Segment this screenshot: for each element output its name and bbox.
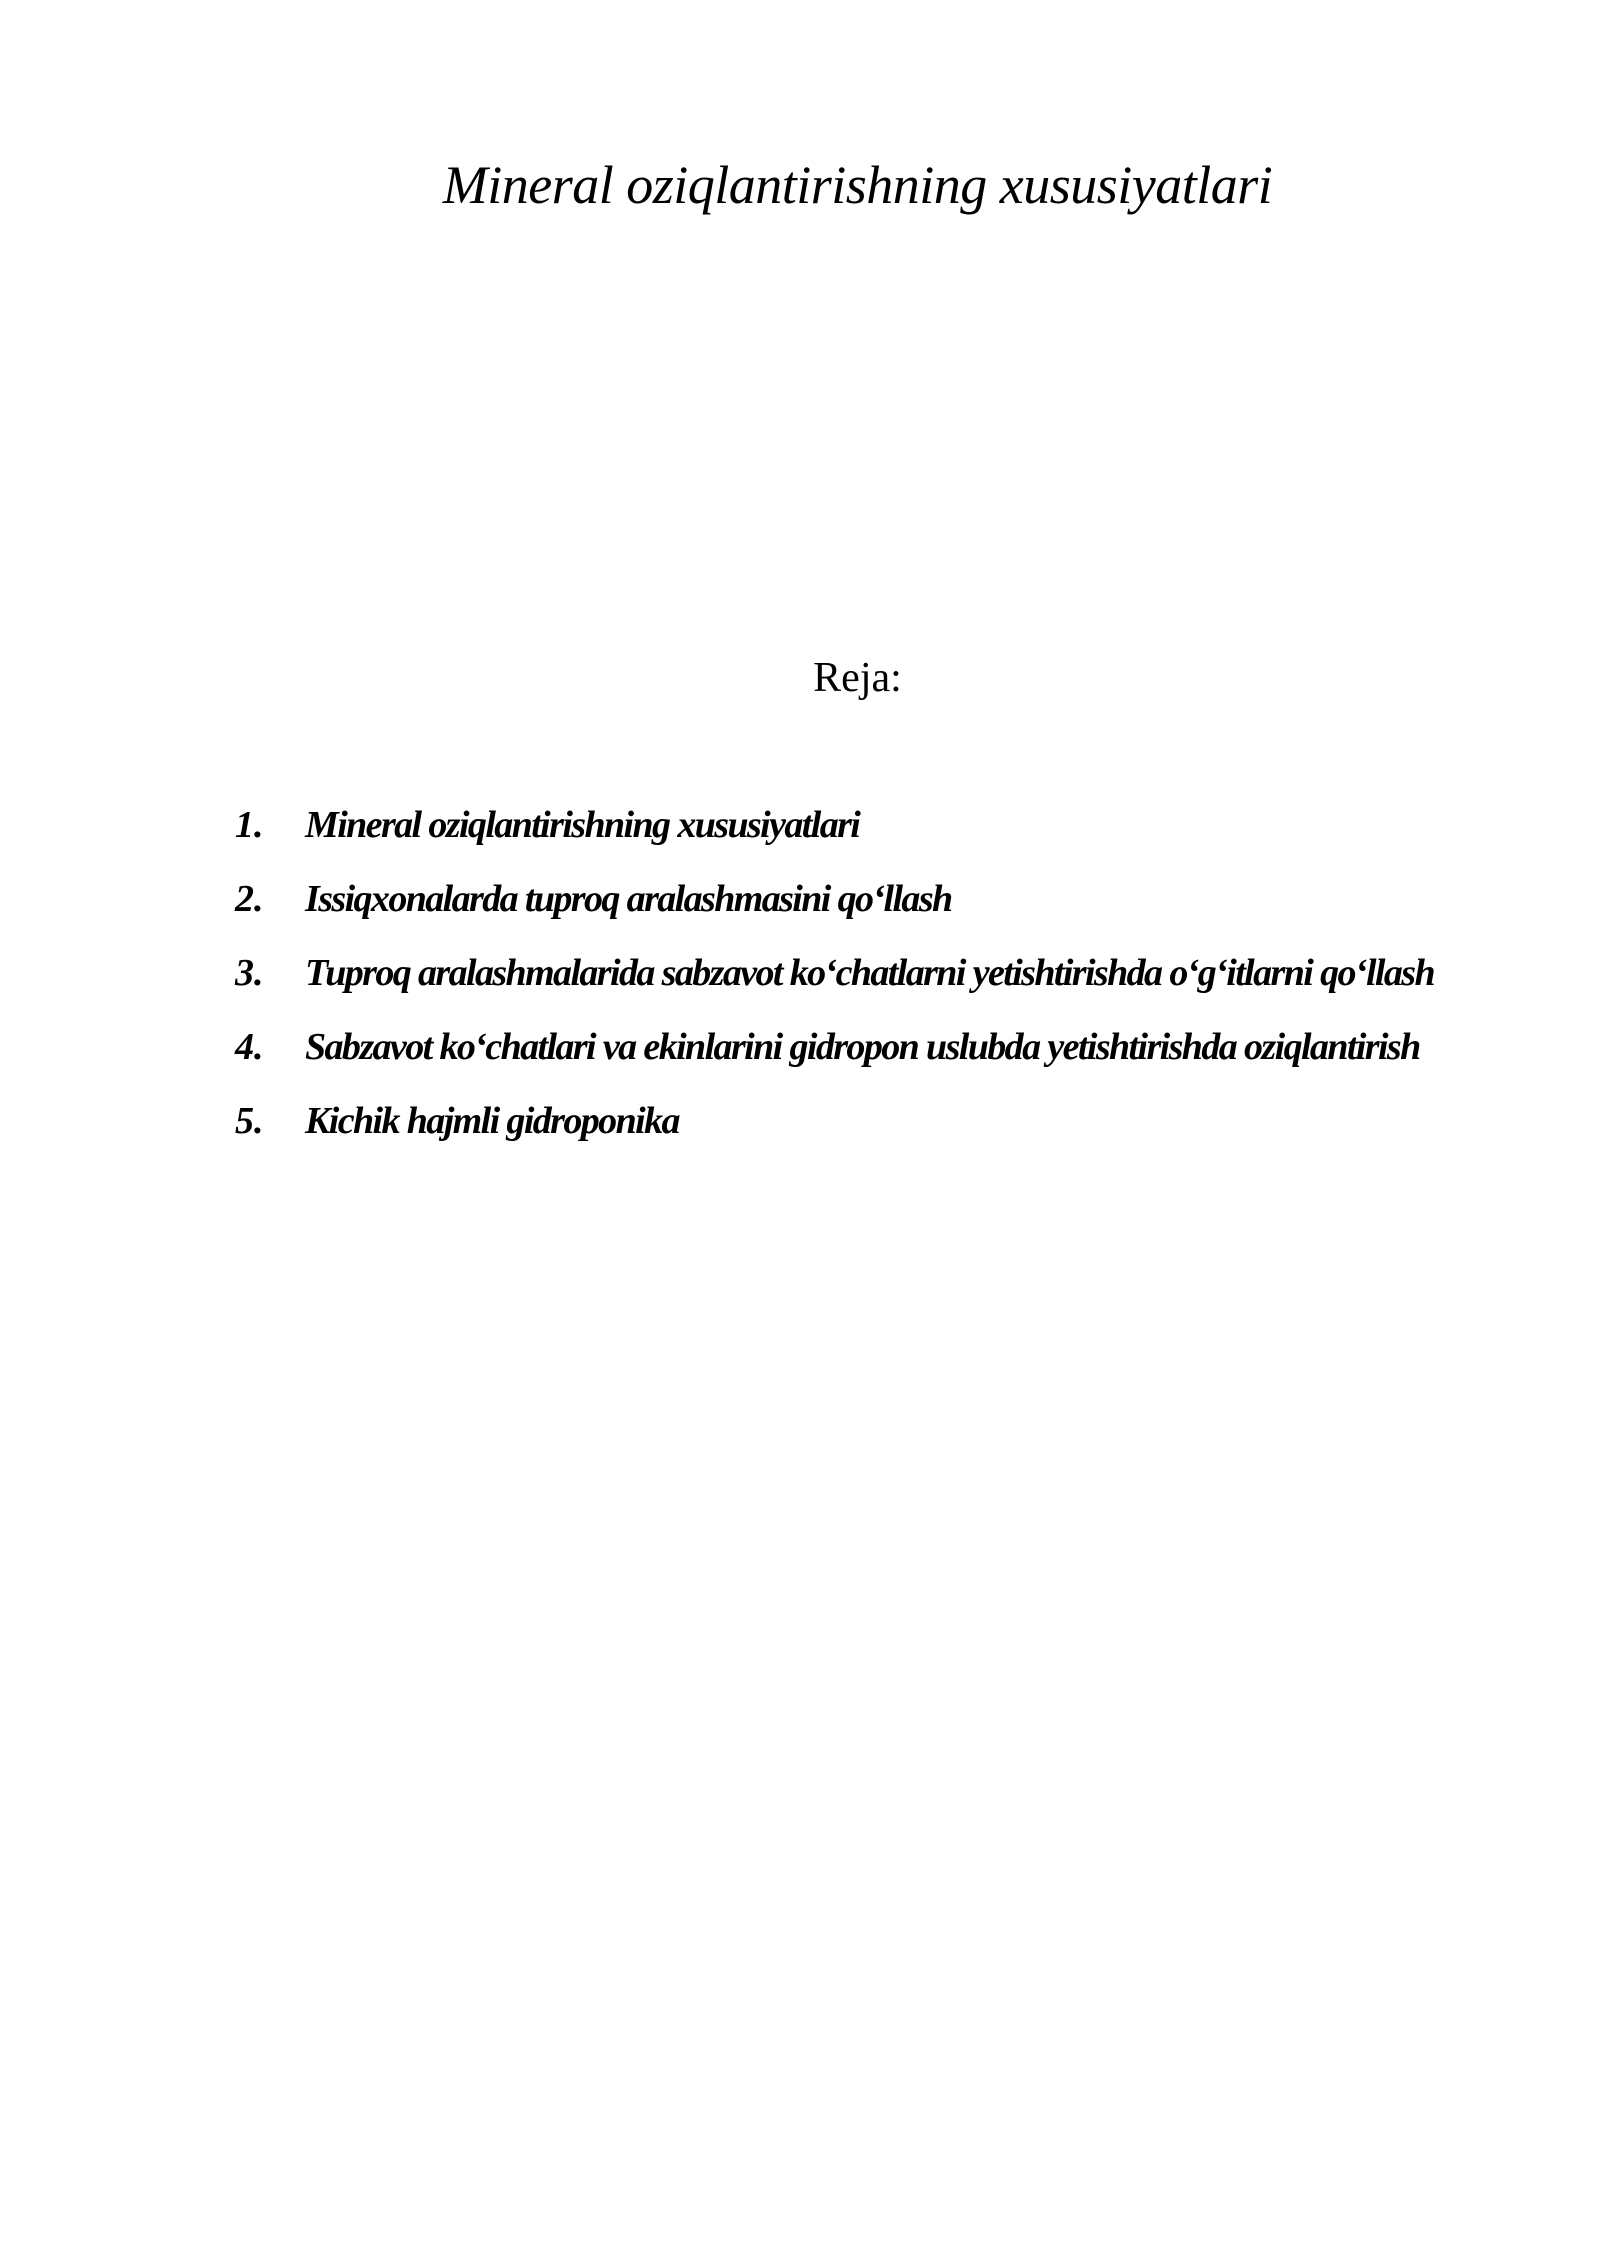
plan-item-4 xyxy=(235,1010,1495,1084)
plan-item-number: 4. xyxy=(235,1026,264,1068)
plan-item-2 xyxy=(235,862,1495,936)
plan-heading: Reja: xyxy=(813,655,902,701)
plan-item-number: 3. xyxy=(235,952,264,994)
plan-item-text: Issiqxonalarda tuproq aralashmasini qo‘llash xyxy=(305,878,952,920)
plan-item-text: Tuproq aralashmalarida sabzavot ko‘chatlarni yetishtirishda o‘g‘itlarni qo‘llash xyxy=(305,952,1435,994)
plan-list xyxy=(235,788,1495,1158)
plan-item-number: 5. xyxy=(235,1100,264,1142)
plan-item-number: 2. xyxy=(235,878,264,920)
page-title: Mineral oziqlantirishning xususiyatlari xyxy=(442,155,1273,215)
plan-item-5 xyxy=(235,1084,1495,1158)
plan-item-text: Mineral oziqlantirishning xususiyatlari xyxy=(305,804,860,846)
plan-item-text: Kichik hajmli gidroponika xyxy=(305,1100,679,1142)
plan-item-text: Sabzavot ko‘chatlari va ekinlarini gidropon uslubda yetishtirishda oziqlantirish xyxy=(305,1026,1420,1068)
plan-item-3 xyxy=(235,936,1495,1010)
plan-item-number: 1. xyxy=(235,804,264,846)
plan-item-1 xyxy=(235,788,1495,862)
